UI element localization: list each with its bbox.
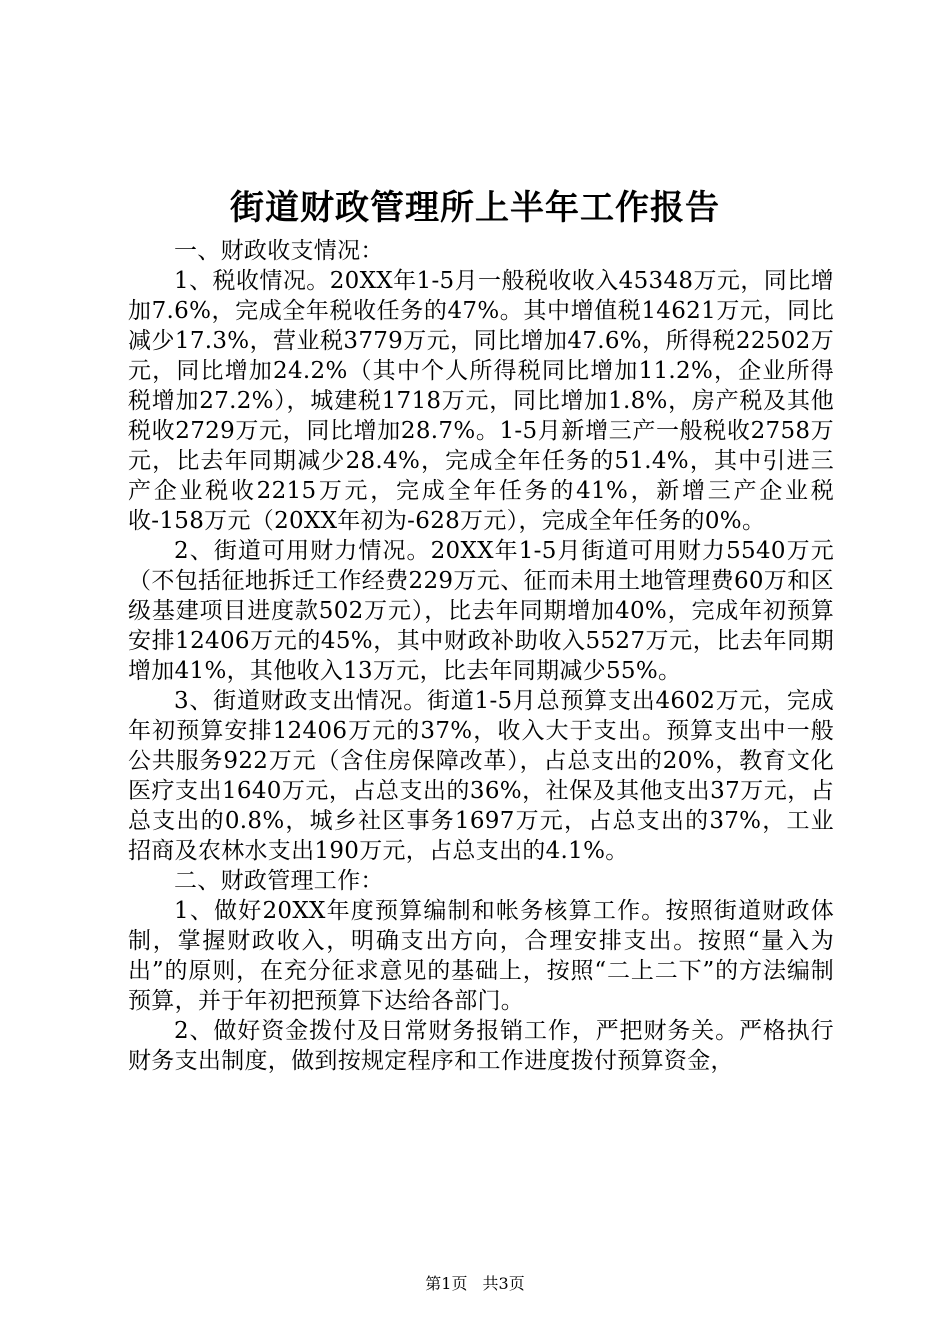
paragraph-budget-preparation: 1、做好20XX年度预算编制和帐务核算工作。按照街道财政体制，掌握财政收入，明确支出方向，合理安排支出。按照“量入为出”的原则，在充分征求意见的基础上，按照“二上二下”的方法编制预算，并于年初把预算下达给各部门。 [128,898,834,1014]
page-footer [0,1273,950,1295]
page-number: 第1页 [425,1274,468,1293]
paragraph-tax-revenue: 1、税收情况。20XX年1-5月一般税收收入45348万元，同比增加7.6%，完成全年税收任务的47%。其中增值税14621万元，同比减少17.3%，营业税3779万元，同比增加47.6%，所得税22502万元，同比增加24.2%（其中个人所得税同比增加11.2%，企业所得税增加27.2%），城建税1718万元，同比增加1.8%，房产税及其他税收2729万元，同比增加28.7%。1-5月新增三产一般税收2758万元，比去年同期减少28.4%，完成全年任务的51.4%，其中引进三产企业税收2215万元，完成全年任务的41%，新增三产企业税收-158万元（20XX年初为-628万元），完成全年任务的0%。 [128,268,834,534]
document-body [128,236,834,1076]
section-heading-1: 一、财政收支情况： [174,238,384,264]
paragraph-fund-allocation: 2、做好资金拨付及日常财务报销工作，严把财务关。严格执行财务支出制度，做到按规定程序和工作进度拨付预算资金， [128,1018,834,1074]
paragraph-expenditure: 3、街道财政支出情况。街道1-5月总预算支出4602万元，完成年初预算安排12406万元的37%，收入大于支出。预算支出中一般公共服务922万元（含住房保障改革），占总支出的20%，教育文化医疗支出1640万元，占总支出的36%，社保及其他支出37万元，占总支出的0.8%，城乡社区事务1697万元，占总支出的37%，工业招商及农林水支出190万元，占总支出的4.1%。 [128,688,834,864]
paragraph-available-funds: 2、街道可用财力情况。20XX年1-5月街道可用财力5540万元（不包括征地拆迁工作经费229万元、征而未用土地管理费60万和区级基建项目进度款502万元），比去年同期增加40%，完成年初预算安排12406万元的45%，其中财政补助收入5527万元，比去年同期增加41%，其他收入13万元，比去年同期减少55%。 [128,538,834,684]
section-heading-2: 二、财政管理工作： [174,868,384,894]
page-total: 共3页 [482,1274,525,1293]
document-title: 街道财政管理所上半年工作报告 [230,188,720,228]
